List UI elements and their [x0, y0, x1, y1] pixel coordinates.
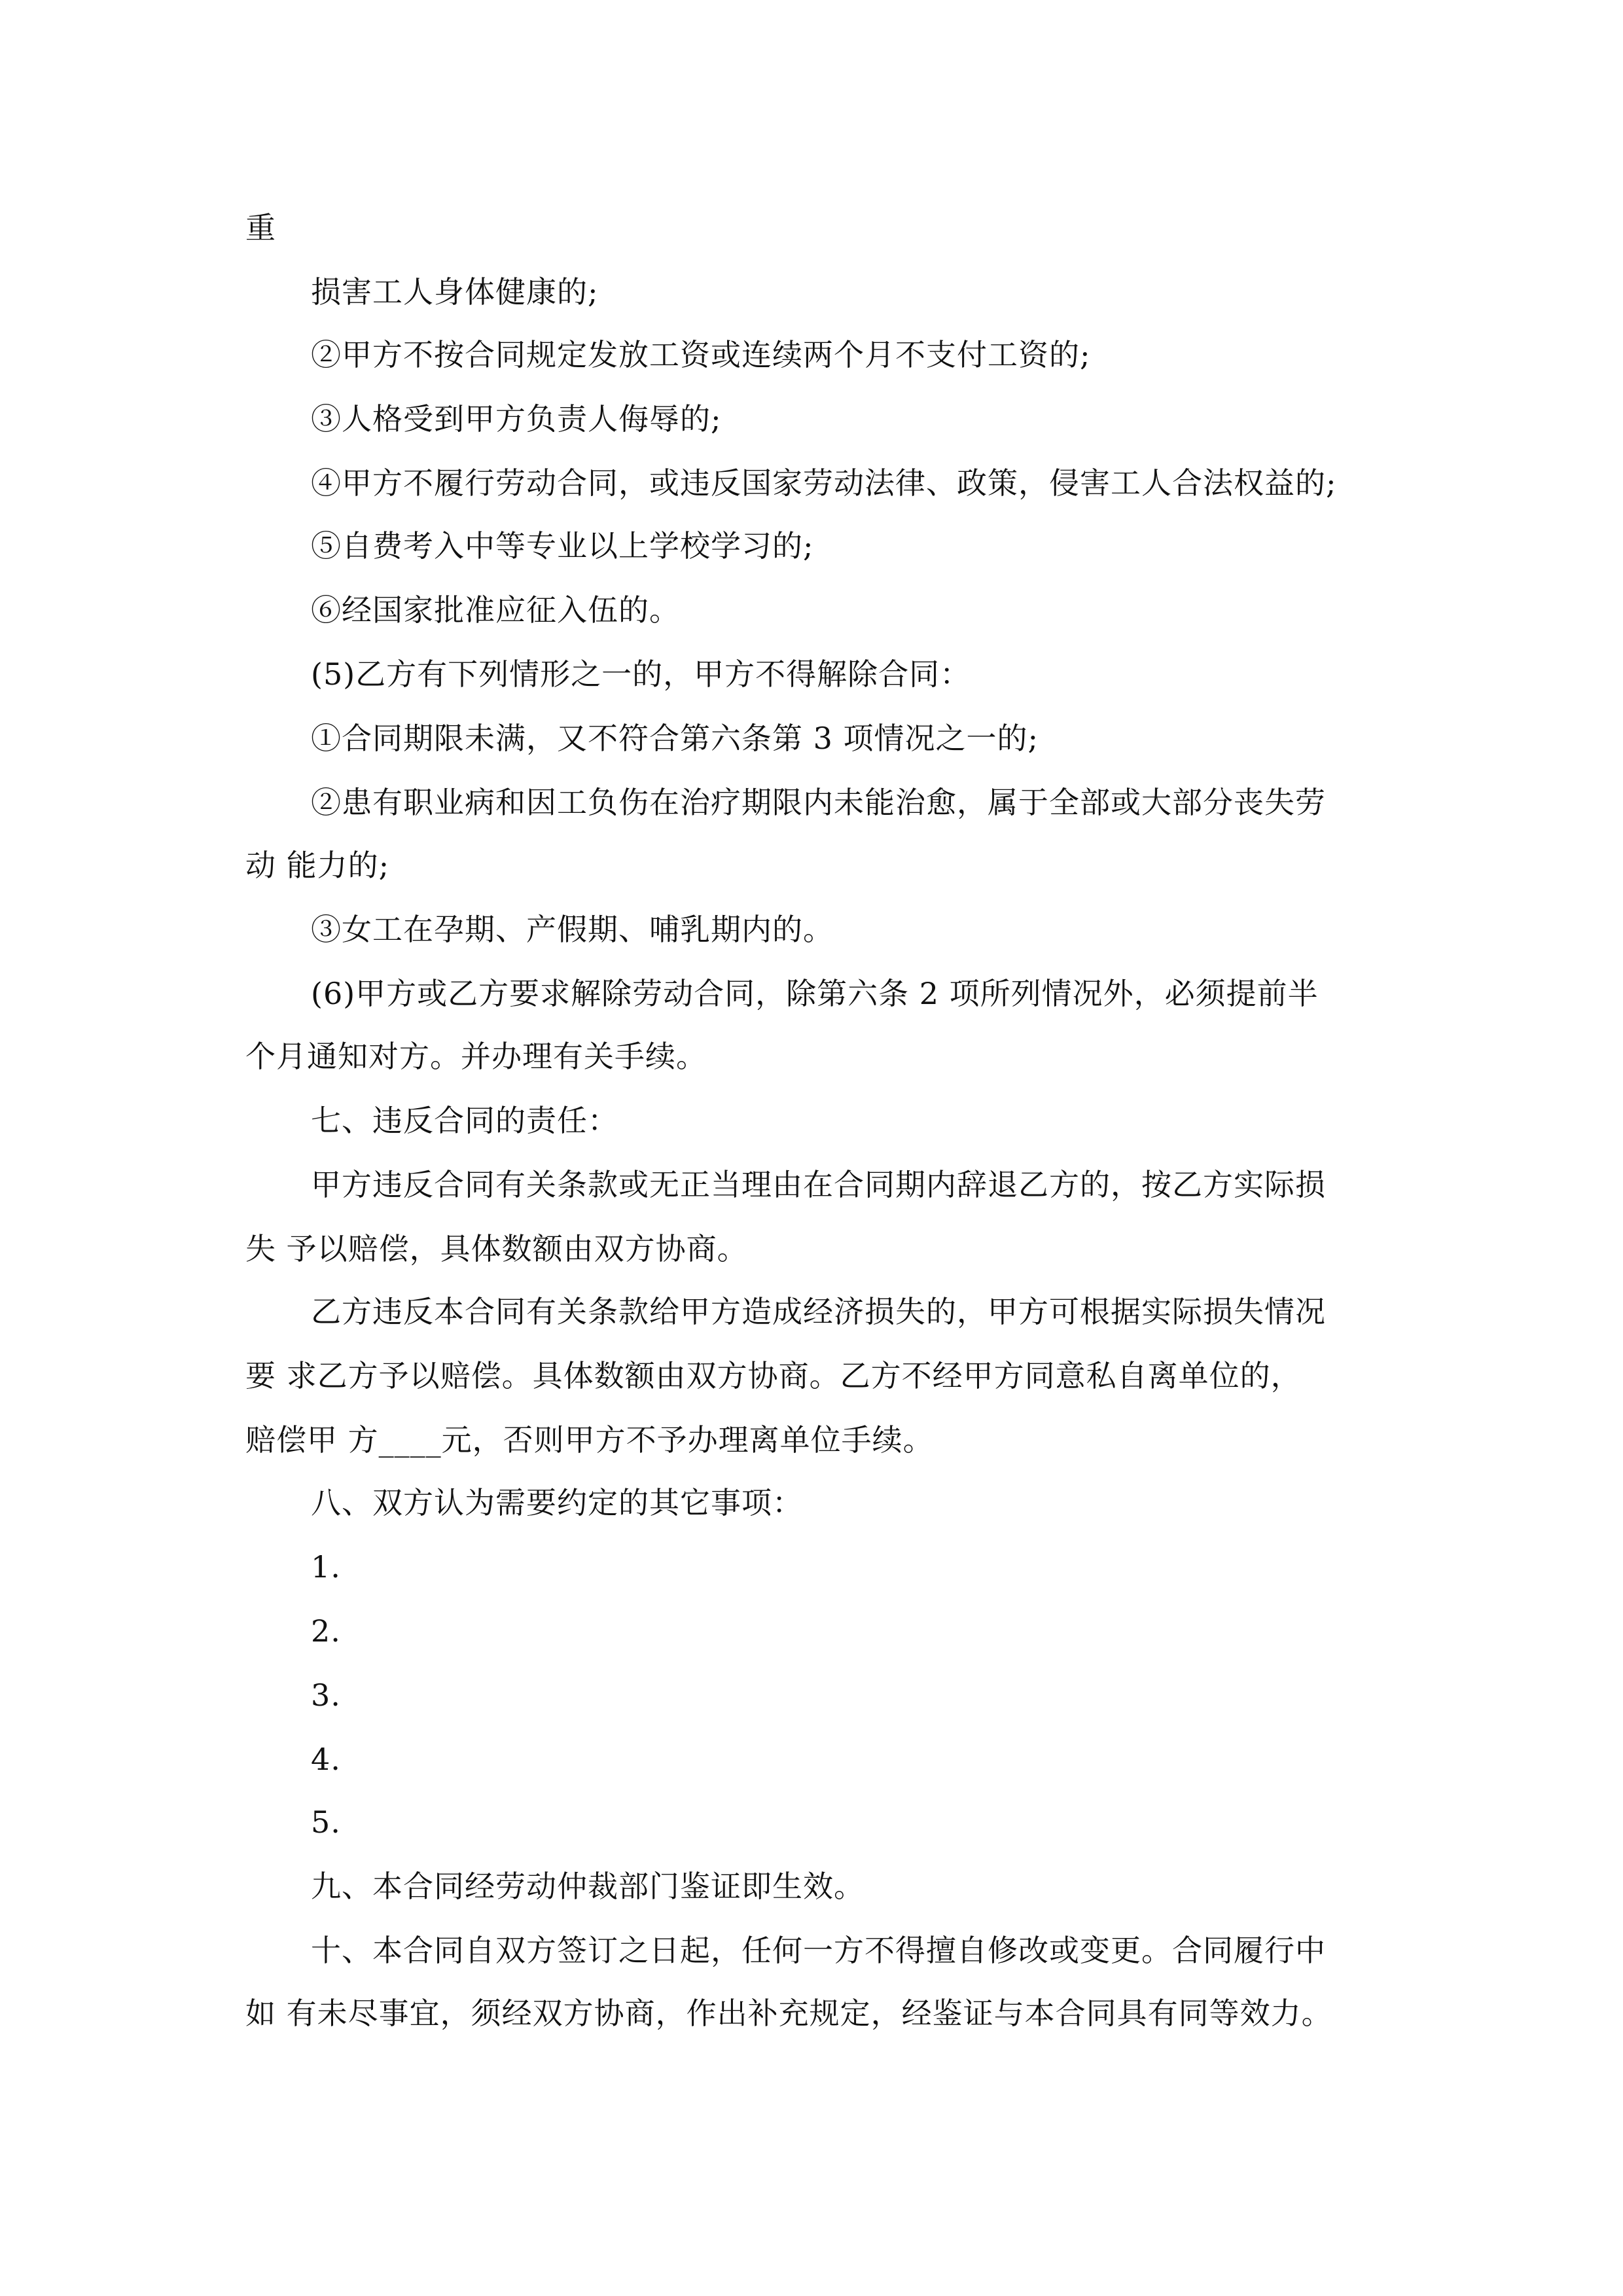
text-line: ③女工在孕期、产假期、哺乳期内的。 — [311, 912, 834, 947]
text-line: ②患有职业病和因工负伤在治疗期限内未能治愈，属于全部或大部分丧失劳 — [311, 785, 1326, 820]
list-number: 3. — [311, 1677, 341, 1713]
text-line: ③人格受到甲方负责人侮辱的; — [311, 401, 722, 437]
list-number: 1. — [311, 1549, 341, 1585]
text-line: ④甲方不履行劳动合同，或违反国家劳动法律、政策，侵害工人合法权益的; — [311, 465, 1337, 501]
text-line: 甲方违反合同有关条款或无正当理由在合同期内辞退乙方的，按乙方实际损 — [311, 1167, 1326, 1202]
text-line: 个月通知对方。并办理有关手续。 — [245, 1039, 707, 1074]
text-line: 损害工人身体健康的; — [311, 274, 599, 310]
text-line: (6)甲方或乙方要求解除劳动合同，除第六条 2 项所列情况外，必须提前半 — [311, 976, 1319, 1011]
text-line: (5)乙方有下列情形之一的，甲方不得解除合同： — [311, 656, 971, 692]
text-line: 九、本合同经劳动仲裁部门鉴证即生效。 — [311, 1869, 865, 1904]
text-line: 赔偿甲 方____元，否则甲方不予办理离单位手续。 — [245, 1422, 934, 1458]
text-line: 七、违反合同的责任： — [311, 1103, 618, 1138]
list-number: 5. — [311, 1804, 341, 1840]
text-line: 乙方违反本合同有关条款给甲方造成经济损失的，甲方可根据实际损失情况 — [311, 1294, 1326, 1329]
list-number: 2. — [311, 1613, 341, 1649]
list-number: 4. — [311, 1742, 341, 1777]
text-line: ①合同期限未满，又不符合第六条第 3 项情况之一的; — [311, 721, 1039, 756]
text-line: 要 求乙方予以赔偿。具体数额由双方协商。乙方不经甲方同意私自离单位的， — [245, 1358, 1302, 1393]
text-line: 重 — [245, 210, 276, 245]
text-line: ⑥经国家批准应征入伍的。 — [311, 592, 680, 628]
text-line: 动 能力的; — [245, 848, 390, 883]
text-line: 失 予以赔偿，具体数额由双方协商。 — [245, 1231, 748, 1266]
text-line: 如 有未尽事宜，须经双方协商，作出补充规定，经鉴证与本合同具有同等效力。 — [245, 1996, 1332, 2031]
text-line: ⑤自费考入中等专业以上学校学习的; — [311, 528, 814, 564]
text-line: ②甲方不按合同规定发放工资或连续两个月不支付工资的; — [311, 337, 1091, 372]
text-line: 十、本合同自双方签订之日起，任何一方不得擅自修改或变更。合同履行中 — [311, 1933, 1326, 1968]
text-line: 八、双方认为需要约定的其它事项： — [311, 1485, 803, 1520]
